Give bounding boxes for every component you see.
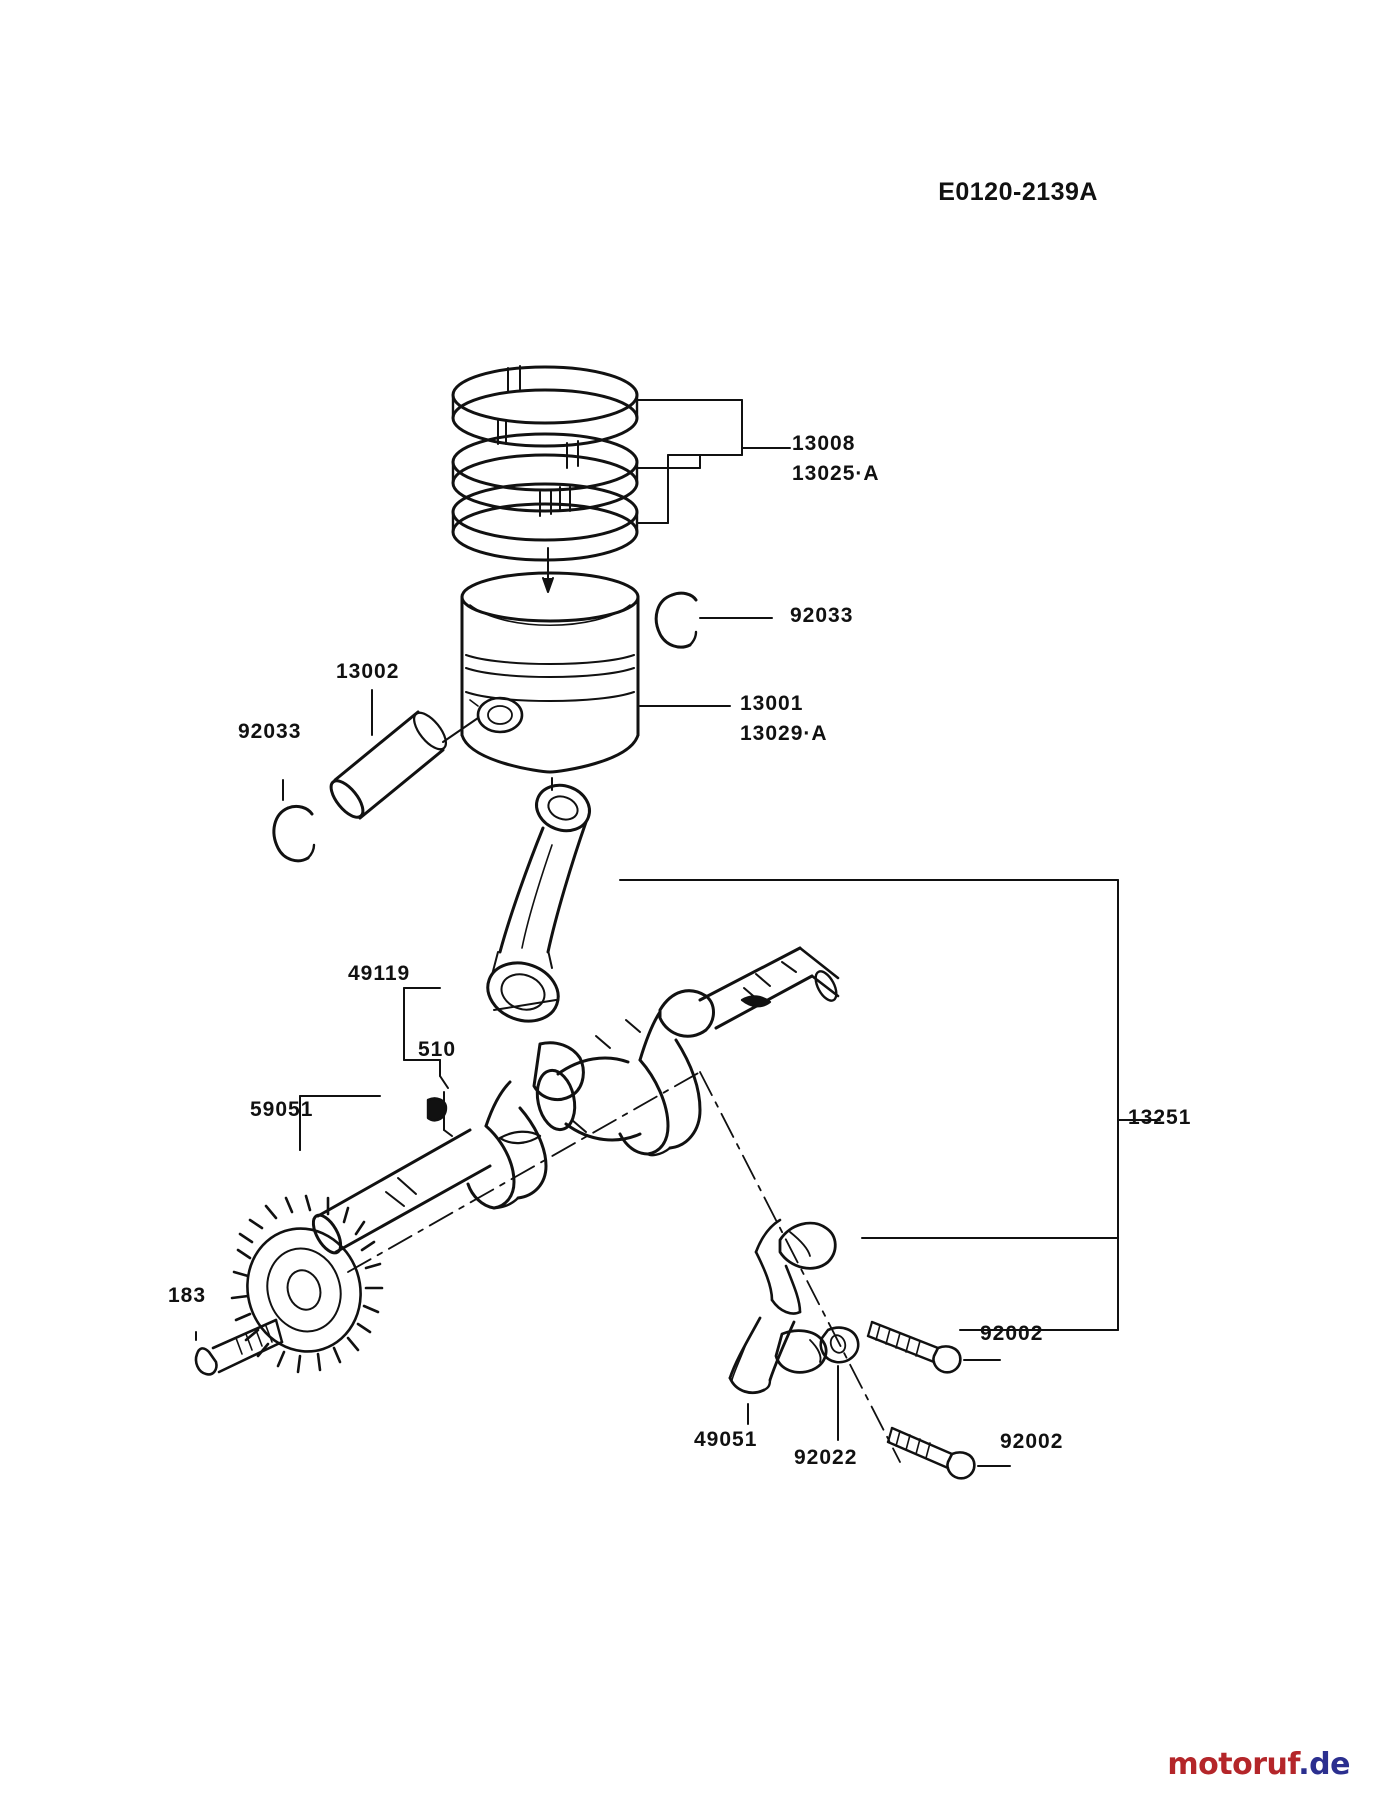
callout-92022: 92022 xyxy=(794,1446,858,1469)
watermark xyxy=(1167,1747,1350,1782)
callout-13002: 13002 xyxy=(336,660,400,683)
callout-92033-left: 92033 xyxy=(238,720,302,743)
callout-13029a: 13029·A xyxy=(740,722,828,745)
callout-13008: 13008 xyxy=(792,432,856,455)
drawing-code: E0120-2139A xyxy=(938,178,1098,206)
callout-92002-lower: 92002 xyxy=(1000,1430,1064,1453)
callout-49119: 49119 xyxy=(348,962,411,985)
watermark-main: motoruf xyxy=(1167,1747,1299,1782)
callout-13251: 13251 xyxy=(1128,1106,1192,1129)
callout-92033-top: 92033 xyxy=(790,604,854,627)
callout-59051: 59051 xyxy=(250,1098,314,1121)
callout-13001: 13001 xyxy=(740,692,804,715)
callout-13025a: 13025·A xyxy=(792,462,880,485)
callout-510: 510 xyxy=(418,1038,457,1061)
callout-49051: 49051 xyxy=(694,1428,758,1451)
watermark-suffix: .de xyxy=(1298,1747,1350,1782)
callout-92002-upper: 92002 xyxy=(980,1322,1044,1345)
callout-183: 183 xyxy=(168,1284,207,1307)
